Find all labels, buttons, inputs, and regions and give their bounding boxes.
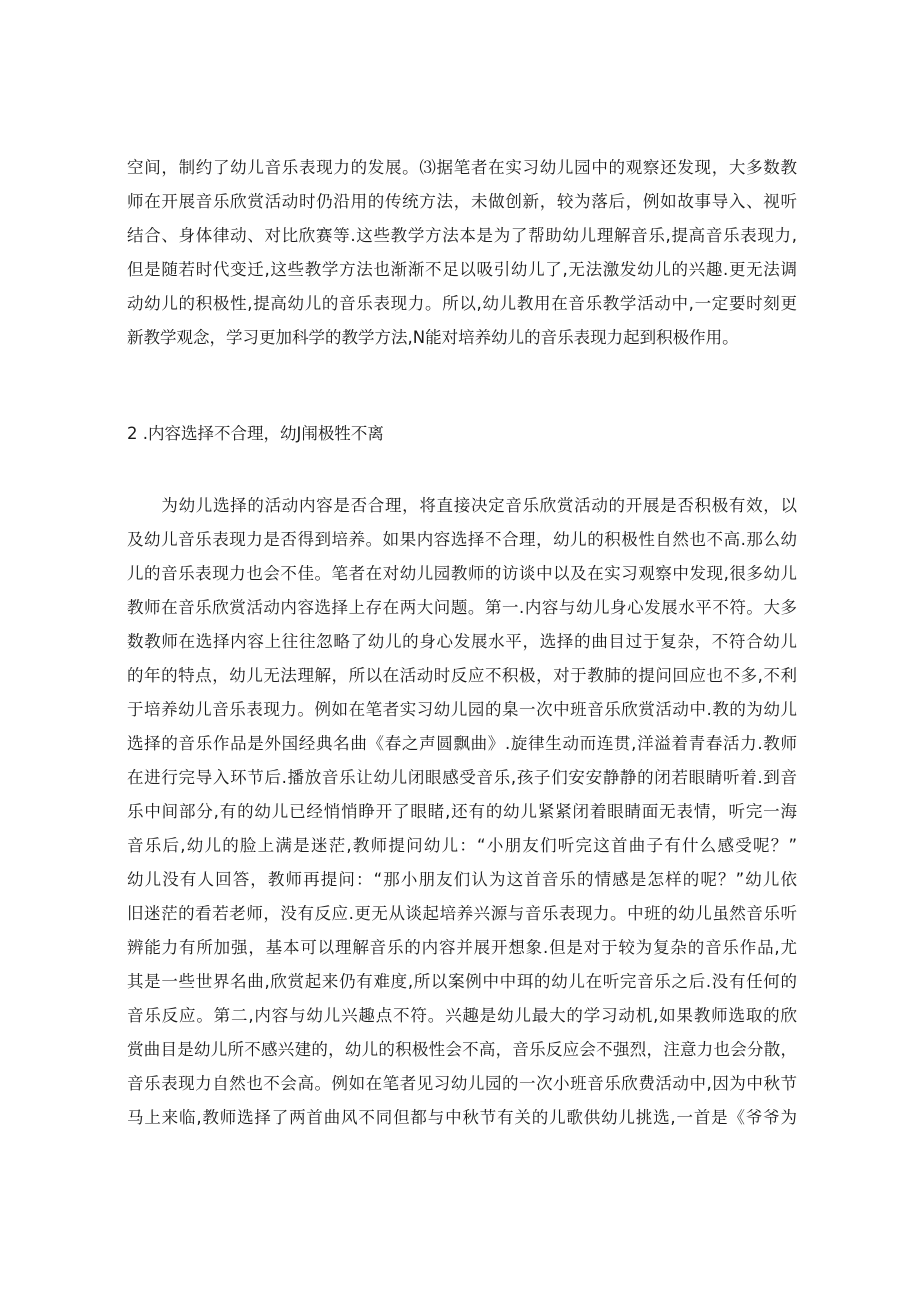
text-line: 幼儿没有人回答，教师再提问：“那小朋友们认为这首音乐的情感是怎样的呢？”幼儿依 xyxy=(127,870,797,889)
text-line: 数教师在选择内容上往往忽略了幼儿的身心发展水平，选择的曲目过于复杂，不符合幼儿 xyxy=(127,632,797,651)
text-line: 音乐表现力自然也不会高。例如在笔者见习幼儿园的一次小班音乐欣费活动中,因为中秋节 xyxy=(127,1074,797,1093)
text-line: 动幼儿的积极性,提高幼儿的音乐表现力。所以,幼儿教用在音乐教学活动中,一定要时刻更 xyxy=(127,294,797,313)
text-line: 的年的特点，幼儿无法理解，所以在活动时反应不积极，对于教肺的提问回应也不多,不利 xyxy=(127,666,797,685)
paragraph-teaching-methods xyxy=(127,151,797,355)
text-line: 马上来临,教师选择了两首曲风不同但都与中秋节有关的儿歌供幼儿挑选,一首是《爷爷为 xyxy=(127,1108,797,1127)
text-line: 师在开展音乐欣赏活动时仍沿用的传统方法，未做创新，较为落后，例如故事导入、视听 xyxy=(127,192,797,211)
text-line: 辨能力有所加强，基本可以理解音乐的内容并展开想象.但是对于较为复杂的音乐作品,尤 xyxy=(127,938,797,957)
text-line: 乐中间部分,有的幼儿已经悄悄睁开了眼睹,还有的幼儿紧紧闭着眼睛面无表情，听完一海 xyxy=(127,802,797,821)
text-line: 赏曲目是幼儿所不感兴建的，幼儿的积极性会不高，音乐反应会不强烈，注意力也会分散， xyxy=(127,1040,797,1059)
text-line: 及幼儿音乐表现力是否得到培养。如果内容选择不合理，幼儿的积极性自然也不高.那么幼 xyxy=(127,530,797,549)
text-line: 但是随若时代变迁,这些教学方法也渐渐不足以吸引幼儿了,无法激发幼儿的兴趣.更无法调 xyxy=(127,260,797,279)
text-line: 结合、身体律动、对比欣赛等.这些教学方法本是为了帮助幼儿理解音乐,提高音乐表现力, xyxy=(127,226,797,245)
text-line: 其是一些世界名曲,欣赏起来仍有难度,所以案例中中珥的幼儿在听完音乐之后.没有任何的 xyxy=(127,972,797,991)
text-line: 音乐后,幼儿的脸上满是迷茫,教师提问幼儿：“小朋友们听完这首曲子有什么感受呢？” xyxy=(127,836,797,855)
paragraph-content-selection xyxy=(127,489,797,1135)
text-line: 在进行完导入环节后.播放音乐让幼儿闭眼感受音乐,孩子们安安静静的闭若眼睛听着.到音 xyxy=(127,768,797,787)
text-line: 音乐反应。第二,内容与幼儿兴趣点不符。兴趣是幼儿最大的学习动机,如果教师选取的欣 xyxy=(127,1006,797,1025)
text-line: 为幼儿选择的活动内容是否合理，将直接决定音乐欣赏活动的开展是否积极有效，以 xyxy=(127,496,797,515)
text-line: 教师在音乐欣赏活动内容选择上存在两大问题。第一.内容与幼儿身心发展水平不符。大多 xyxy=(127,598,797,617)
text-line: 选择的音乐作品是外国经典名曲《春之声圆飘曲》.旋律生动而连贯,洋溢着青春活力.教师 xyxy=(127,734,797,753)
text-line: 于培养幼儿音乐表现力。例如在笔者实习幼儿园的臬一次中班音乐欣赏活动中.教的为幼儿 xyxy=(127,700,797,719)
text-line: 旧迷茫的看若老师，没有反应.更无从谈起培养兴源与音乐表现力。中班的幼儿虽然音乐听 xyxy=(127,904,797,923)
text-line: 空间，制约了幼儿音乐表现力的发展。⑶据笔者在实习幼儿园中的观察还发现，大多数教 xyxy=(127,158,797,177)
text-line: 新教学观念，学习更加科学的教学方法,N能对培养幼儿的音乐表现力起到积极作用。 xyxy=(127,328,739,347)
text-line: 儿的音乐表现力也会不佳。笔者在对幼儿园教师的访谈中以及在实习观察中发现,很多幼儿 xyxy=(127,564,797,583)
section-heading: 2 .内容选择不合理，幼J闱极牲不离 xyxy=(127,424,384,443)
